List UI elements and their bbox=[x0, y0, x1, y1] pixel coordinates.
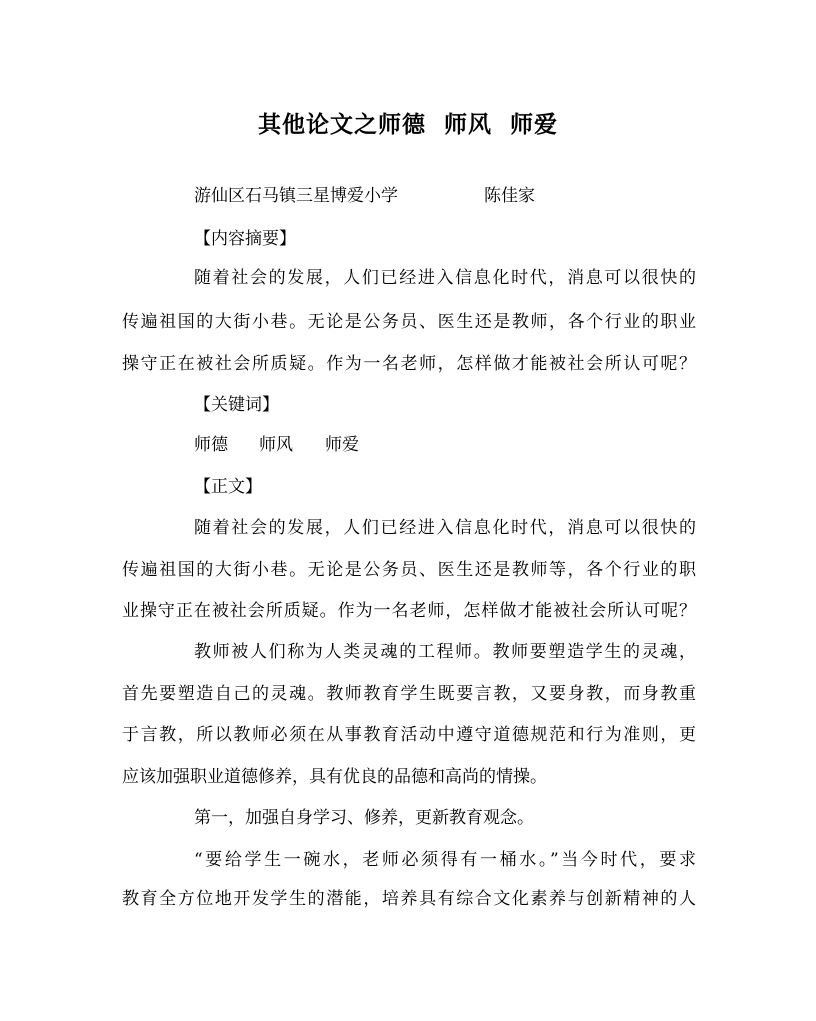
keywords-heading: 【关键词】 bbox=[194, 395, 279, 415]
paragraph-line: 应该加强职业道德修养，具有优良的品德和高尚的情操。 bbox=[122, 767, 547, 787]
paragraph-line: 业操守正在被社会所质疑。作为一名老师，怎样做才能被社会所认可呢？ bbox=[122, 601, 696, 621]
paragraph-line: 随着社会的发展，人们已经进入信息化时代，消息可以很快的 bbox=[194, 518, 696, 538]
paragraph-line: 教育全方位地开发学生的潜能，培养具有综合文化素养与创新精神的人 bbox=[122, 889, 696, 909]
paragraph-line: 传遍祖国的大街小巷。无论是公务员、医生还是教师等，各个行业的职 bbox=[122, 560, 696, 580]
keyword-item: 师德 bbox=[194, 435, 228, 455]
abstract-line: 随着社会的发展，人们已经进入信息化时代，消息可以很快的 bbox=[194, 268, 696, 288]
school-name: 游仙区石马镇三星博爱小学 bbox=[194, 186, 398, 206]
abstract-line: 传遍祖国的大街小巷。无论是公务员、医生还是教师，各个行业的职业 bbox=[122, 312, 696, 332]
keyword-item: 师风 bbox=[259, 435, 293, 455]
body-heading: 【正文】 bbox=[194, 477, 262, 497]
abstract-heading: 【内容摘要】 bbox=[194, 229, 296, 249]
abstract-line: 操守正在被社会所质疑。作为一名老师，怎样做才能被社会所认可呢？ bbox=[122, 354, 696, 374]
section-heading: 第一，加强自身学习、修养，更新教育观念。 bbox=[194, 808, 534, 828]
paragraph-line: 首先要塑造自己的灵魂。教师教育学生既要言教，又要身教，而身教重 bbox=[122, 684, 696, 704]
paragraph-line: “要给学生一碗水，老师必须得有一桶水。”当今时代，要求 bbox=[194, 850, 696, 870]
keyword-item: 师爱 bbox=[325, 435, 359, 455]
paragraph-line: 于言教，所以教师必须在从事教育活动中遵守道德规范和行为准则，更 bbox=[122, 725, 696, 745]
paragraph-line: 教师被人们称为人类灵魂的工程师。教师要塑造学生的灵魂， bbox=[194, 642, 696, 662]
author-name: 陈佳家 bbox=[484, 186, 535, 206]
document-title: 其他论文之师德 师风 师爱 bbox=[257, 111, 559, 138]
affiliation-line bbox=[194, 184, 535, 208]
